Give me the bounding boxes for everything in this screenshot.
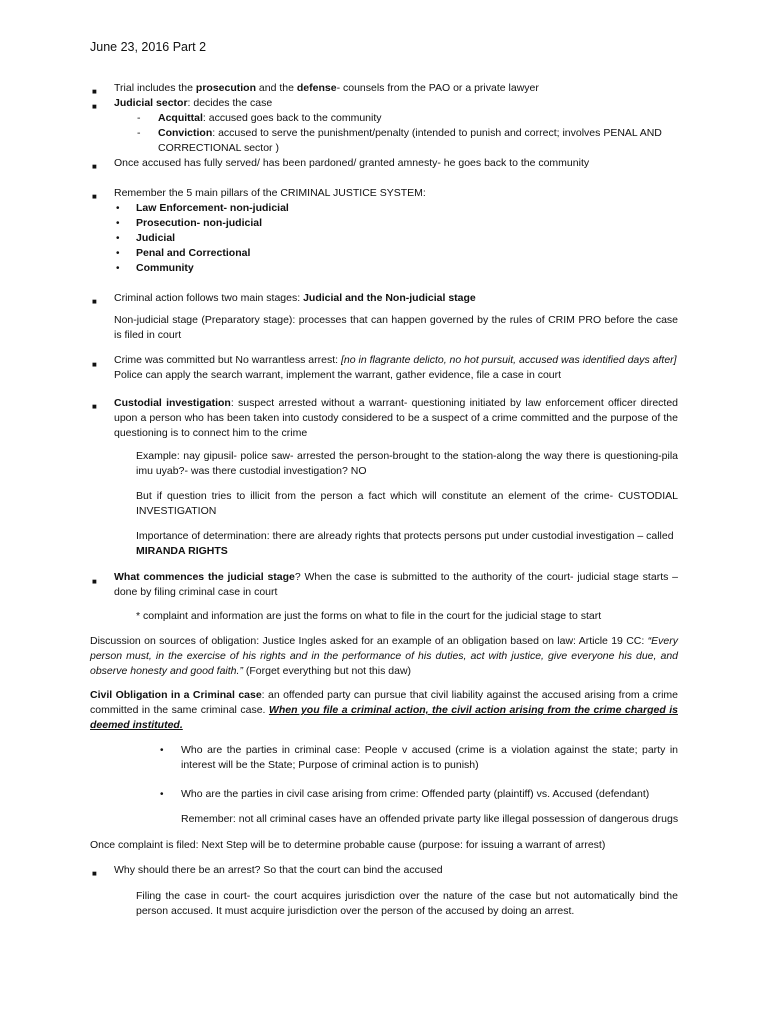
text: Trial includes the [114,82,196,94]
bullet-criminal-parties: Who are the parties in criminal case: People v accused (crime is a violation against the state; party in interest will be the State; Purpose of criminal action is to punish) [181,744,678,771]
round-bullet-icon: • [116,233,120,244]
round-bullet-icon: • [116,203,120,214]
paragraph-forms: * complaint and information are just the forms on what to file in the court for the judicial stage to start [136,610,602,622]
emphasis-text: When you file a criminal action, the civil action arising from the crime charged is deemed instituted. [90,704,678,731]
bold-text: Acquittal [158,112,203,124]
sub-bullet-conviction-cont: CORRECTIONAL sector ) [158,142,279,154]
paragraph-non-judicial: Non-judicial stage (Preparatory stage): processes that can happen governed by the rules of CRIM PRO before the case is filed in court [114,314,678,341]
text: : accused goes back to the community [202,112,382,124]
bullet-trial [114,81,539,96]
bullet-served: Once accused has fully served/ has been pardoned/ granted amnesty- he goes back to the community [114,157,590,169]
round-bullet-icon: • [116,248,120,259]
paragraph-civil-obligation [90,688,678,733]
bullet-two-stages [114,291,476,306]
text: : suspect arrested without a warrant- questioning initiated by law enforcement officer directed upon a person who has been taken into custody considered to be a suspect of a crime committed and the purpose of the questioning is to connect him to the crime [114,397,678,439]
pillar-item: Penal and Correctional [136,247,251,259]
bullet-pillars-intro: Remember the 5 main pillars of the CRIMINAL JUSTICE SYSTEM: [114,187,426,199]
page-title: June 23, 2016 Part 2 [90,40,207,54]
text: ? When the case is submitted to the authority of the court- judicial stage starts – done by filing criminal case in court [114,571,678,598]
bullet-no-warrantless [114,353,677,368]
round-bullet-icon: • [116,218,120,229]
square-bullet-icon: ■ [92,402,97,411]
square-bullet-icon: ■ [92,192,97,201]
paragraph-example: Example: nay gipusil- police saw- arrested the person-brought to the station-along the way there is questioning-pila imu uyab?- was there custodial investigation? NO [136,450,678,477]
text: - counsels from the PAO or a private lawyer [336,82,539,94]
bold-text: MIRANDA RIGHTS [136,545,228,557]
bold-text: Conviction [158,127,213,139]
round-bullet-icon: • [160,745,164,756]
bullet-civil-parties: Who are the parties in civil case arising from crime: Offended party (plaintiff) vs. Accused (defendant) [181,788,650,800]
paragraph-filing-case: Filing the case in court- the court acquires jurisdiction over the nature of the case but not automatically bind the person accused. It must acquire jurisdiction over the person of the accused by doing an arrest. [136,890,678,917]
dash-bullet-icon: - [137,127,141,139]
text: : an offended party can pursue that civil liability against the accused arising from a crime committed in the same criminal case. [90,689,678,716]
pillar-item: Community [136,262,194,274]
square-bullet-icon: ■ [92,87,97,96]
paragraph-remember: Remember: not all criminal cases have an offended private party like illegal possession of dangerous drugs [181,813,679,825]
square-bullet-icon: ■ [92,297,97,306]
bold-text: Custodial investigation [114,397,231,409]
round-bullet-icon: • [116,263,120,274]
paragraph-but-if: But if question tries to illicit from the person a fact which will constitute an element of the crime- CUSTODIAL INVESTIGATION [136,490,678,517]
bold-text: Civil Obligation in a Criminal case [90,689,262,701]
round-bullet-icon: • [160,789,164,800]
dash-bullet-icon: - [137,112,141,124]
italic-text: [no in flagrante delicto, no hot pursuit, accused was identified days after] [340,354,677,366]
square-bullet-icon: ■ [92,162,97,171]
pillar-item: Judicial [136,232,176,244]
pillar-item: Law Enforcement- non-judicial [136,202,289,214]
square-bullet-icon: ■ [92,360,97,369]
bullet-why-arrest: Why should there be an arrest? So that the court can bind the accused [114,864,443,876]
text: : accused to serve the punishment/penalty (intended to punish and correct; involves PENAL AND [212,127,662,139]
bullet-judicial-stage [114,570,678,600]
pillar-item: Prosecution- non-judicial [136,217,263,229]
paragraph-importance [136,529,678,559]
text: Discussion on sources of obligation: Justice Ingles asked for an example of an obligation based on law: Article 19 CC: [90,635,648,647]
square-bullet-icon: ■ [92,102,97,111]
text: and the [256,82,297,94]
bullet-no-warrantless-cont: Police can apply the search warrant, implement the warrant, gather evidence, file a case in court [114,369,562,381]
bullet-judicial-sector [114,96,272,111]
text: : decides the case [187,97,273,109]
text: Criminal action follows two main stages: [114,292,304,304]
bold-text: defense [296,82,337,94]
text: Crime was committed but No warrantless arrest: [114,354,341,366]
sub-bullet-acquittal [158,111,382,126]
bold-text: prosecution [195,82,256,94]
bullet-custodial [114,396,678,441]
square-bullet-icon: ■ [92,869,97,878]
square-bullet-icon: ■ [92,577,97,586]
bold-text: Judicial and the Non-judicial stage [303,292,476,304]
bold-text: What commences the judicial stage [114,571,295,583]
text: (Forget everything but not this daw) [242,665,412,677]
paragraph-next-step: Once complaint is filed: Next Step will be to determine probable cause (purpose: for issuing a warrant of arrest) [90,839,606,851]
italic-text: “Every person must, in the exercise of his rights and in the performance of his duties, act with justice, give everyone his due, and observe honesty and good faith.” [90,635,678,677]
paragraph-sources-of-obligation [90,634,678,679]
text: Importance of determination: there are already rights that protects persons put under custodial investigation – called [136,530,674,542]
sub-bullet-conviction [158,126,662,141]
bold-text: Judicial sector [114,97,188,109]
